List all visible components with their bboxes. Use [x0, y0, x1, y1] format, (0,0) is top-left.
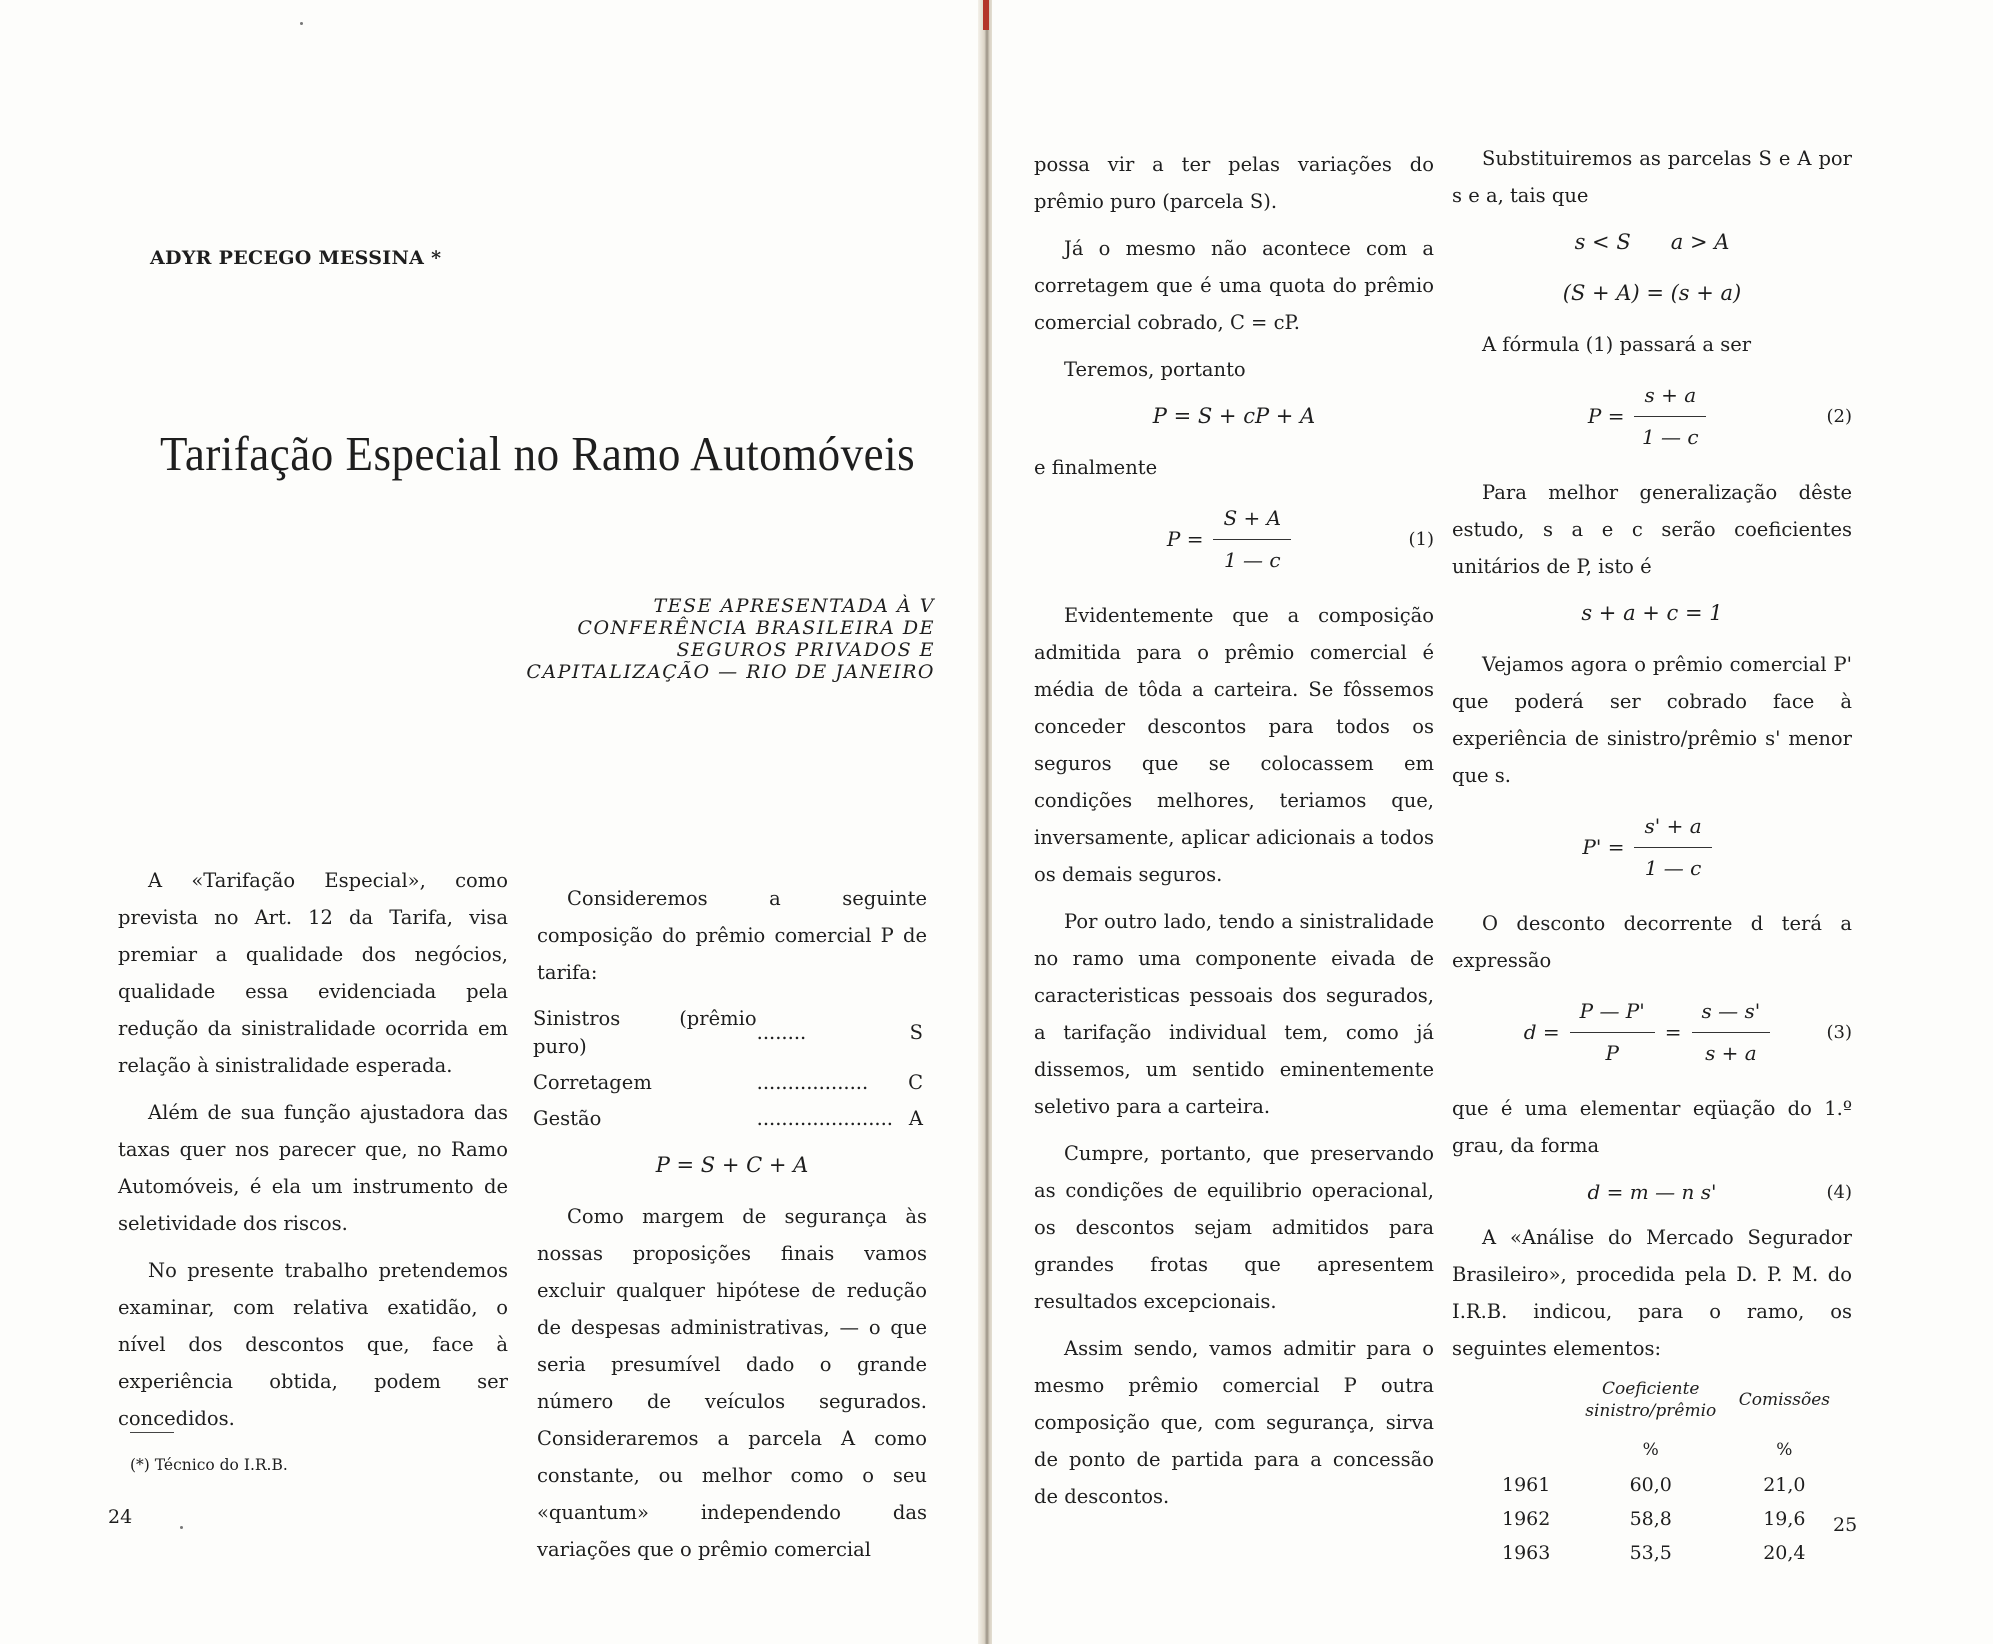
- eq1-lhs: P =: [1166, 527, 1204, 551]
- stats-header-row: [1452, 1377, 1842, 1432]
- equation-4: [1452, 1174, 1852, 1211]
- eq1-fraction: [1213, 500, 1291, 579]
- composition-leader: ........: [756, 1021, 807, 1044]
- eq3-lhs: d =: [1523, 1020, 1560, 1044]
- article-subtitle: TESE APRESENTADA À V CONFERÊNCIA BRASILEIRA DE SEGUROS PRIVADOS E CAPITALIZAÇÃO — RIO DE JANEIRO: [526, 595, 935, 683]
- stats-row: [1452, 1502, 1842, 1536]
- paragraph: Consideremos a seguinte composição do prêmio comercial P de tarifa:: [537, 887, 927, 984]
- left-column-1: [118, 862, 508, 1447]
- stats-commission: 21,0: [1763, 1474, 1806, 1496]
- eq3-denominator-1: P: [1605, 1041, 1619, 1065]
- eq-pprime-fraction: [1634, 808, 1711, 887]
- eq2-fraction: [1634, 377, 1706, 456]
- equation-p-prime: [1452, 808, 1852, 887]
- article-title: Tarifação Especial no Ramo Automóveis: [160, 426, 916, 481]
- paragraph: Como margem de segurança às nossas proposições finais vamos excluir qualquer hipótese de redução de despesas administrativas, — o que seria presumível dado o grande número de veículos segurados. Consideraremos a parcela A como constante, ou melhor como o seu «quantum» independendo das variações que o prêmio comercial: [537, 1205, 927, 1561]
- paragraph: O desconto decorrente d terá a expressão: [1452, 912, 1852, 972]
- formula-inequality: s < S a > A: [1574, 230, 1730, 254]
- eq4-text: d = m — n s': [1587, 1180, 1717, 1204]
- eq1-numerator: S + A: [1213, 500, 1291, 540]
- composition-label: Corretagem: [533, 1071, 652, 1094]
- equation-3: [1452, 993, 1852, 1072]
- footnote-rule: [130, 1432, 174, 1433]
- eq2-denominator: 1 — c: [1641, 425, 1699, 449]
- stats-row: [1452, 1536, 1842, 1570]
- eq3-label: (3): [1826, 1022, 1852, 1043]
- spine-mark: [983, 0, 989, 30]
- composition-symbol: A: [908, 1107, 923, 1130]
- eq-pprime-lhs: P' =: [1582, 835, 1625, 859]
- stats-row: [1452, 1468, 1842, 1502]
- paragraph: que é uma elementar eqüação do 1.º grau, da forma: [1452, 1097, 1852, 1157]
- eq2-label: (2): [1826, 406, 1852, 427]
- paragraph: Substituiremos as parcelas S e A por s e a, tais que: [1452, 147, 1852, 207]
- eq2-lhs: P =: [1587, 404, 1625, 428]
- right-column-2: [1452, 140, 1852, 1570]
- paragraph: Para melhor generalização dêste estudo, s a e c serão coeficientes unitários de P, isto é: [1452, 481, 1852, 578]
- paragraph: A «Tarifação Especial», como prevista no Art. 12 da Tarifa, visa premiar a qualidade dos negócios, qualidade essa evidenciada pela redução da sinistralidade ocorrida em relação à sinistralidade esperada.: [118, 869, 508, 1077]
- paragraph: Por outro lado, tendo a sinistralidade no ramo uma componente eivada de caracteristicas pessoais dos segurados, a tarifação individual tem, como já dissemos, um sentido eminentemente seletivo para a carteira.: [1034, 910, 1434, 1118]
- paragraph: Já o mesmo não acontece com a corretagem que é uma quota do prêmio comercial cobrado, C = cP.: [1034, 237, 1434, 334]
- print-speck: [180, 1526, 183, 1529]
- formula-sum: (S + A) = (s + a): [1562, 281, 1742, 305]
- page-number-left: 24: [108, 1506, 133, 1528]
- stats-commission: 19,6: [1763, 1508, 1806, 1530]
- right-page: [992, 0, 1993, 1644]
- paragraph: Evidentemente que a composição admitida para o prêmio comercial é média de tôda a carteira. Se fôssemos conceder descontos para todos os seguros que se colocassem em condições melhores, teriamos que, inversamente, aplicar adicionais a todos os demais seguros.: [1034, 604, 1434, 886]
- paragraph: Teremos, portanto: [1064, 358, 1246, 381]
- page-number-right: 25: [1833, 1514, 1858, 1536]
- stats-year: 1962: [1502, 1508, 1551, 1530]
- stats-ratio: 60,0: [1629, 1474, 1672, 1496]
- paragraph: e finalmente: [1034, 456, 1158, 479]
- composition-table: [533, 1001, 923, 1137]
- equation-1: [1034, 500, 1434, 579]
- composition-label: Gestão: [533, 1107, 602, 1130]
- paragraph: possa vir a ter pelas variações do prêmio puro (parcela S).: [1034, 153, 1434, 213]
- paragraph: No presente trabalho pretendemos examinar, com relativa exatidão, o nível dos descontos que, face à experiência obtida, podem ser concedidos.: [118, 1259, 508, 1430]
- stats-ratio: 53,5: [1629, 1542, 1672, 1564]
- composition-leader: ..................: [756, 1071, 869, 1094]
- formula-unit: s + a + c = 1: [1581, 601, 1723, 625]
- eq3-denominator-2: s + a: [1705, 1041, 1757, 1065]
- footnote: (*) Técnico do I.R.B.: [130, 1456, 288, 1474]
- eq1-denominator: 1 — c: [1223, 548, 1281, 572]
- stats-year: 1961: [1502, 1474, 1551, 1496]
- paragraph: Além de sua função ajustadora das taxas quer nos parecer que, no Ramo Automóveis, é ela um instrumento de seletividade dos riscos.: [118, 1101, 508, 1235]
- print-speck: [300, 22, 303, 25]
- formula-premium: P = S + C + A: [655, 1153, 809, 1177]
- stats-ratio: 58,8: [1629, 1508, 1672, 1530]
- composition-row: [533, 1065, 923, 1101]
- statistics-table: [1452, 1377, 1842, 1570]
- eq3-fraction-1: [1570, 993, 1655, 1072]
- eq1-label: (1): [1408, 529, 1434, 550]
- composition-symbol: C: [908, 1071, 923, 1094]
- eq-pprime-denominator: 1 — c: [1644, 856, 1702, 880]
- composition-symbol: S: [909, 1021, 923, 1044]
- stats-unit: %: [1776, 1440, 1793, 1460]
- stats-header-year: [1452, 1377, 1575, 1432]
- stats-units-row: [1452, 1432, 1842, 1468]
- stats-year: 1963: [1502, 1542, 1551, 1564]
- composition-row: [533, 1001, 923, 1065]
- equation-2: [1452, 377, 1852, 456]
- stats-header-ratio: Coeficiente sinistro/prêmio: [1585, 1379, 1717, 1421]
- stats-header-commission: Comissões: [1738, 1390, 1831, 1410]
- right-column-1: [1034, 146, 1434, 1525]
- eq3-numerator-1: P — P': [1570, 993, 1655, 1033]
- paragraph: Assim sendo, vamos admitir para o mesmo prêmio comercial P outra composição que, com segurança, sirva de ponto de partida para a concessão de descontos.: [1034, 1337, 1434, 1508]
- composition-row: [533, 1101, 923, 1137]
- eq3-numerator-2: s — s': [1692, 993, 1771, 1033]
- paragraph: Cumpre, portanto, que preservando as condições de equilibrio operacional, os descontos sejam admitidos para grandes frotas que apresentem resultados excepcionais.: [1034, 1142, 1434, 1313]
- author-name: ADYR PECEGO MESSINA *: [150, 247, 442, 269]
- eq4-label: (4): [1826, 1182, 1852, 1203]
- formula-teremos: P = S + cP + A: [1152, 404, 1316, 428]
- composition-label: Sinistros (prêmio puro): [533, 1007, 757, 1058]
- composition-leader: ......................: [756, 1107, 893, 1130]
- paragraph: A fórmula (1) passará a ser: [1482, 333, 1752, 356]
- stats-unit: %: [1642, 1440, 1659, 1460]
- eq2-numerator: s + a: [1634, 377, 1706, 417]
- eq3-equals: =: [1664, 1020, 1682, 1044]
- paragraph: A «Análise do Mercado Segurador Brasileiro», procedida pela D. P. M. do I.R.B. indicou, para o ramo, os seguintes elementos:: [1452, 1226, 1852, 1360]
- stats-unit: [1452, 1432, 1575, 1468]
- eq-pprime-numerator: s' + a: [1634, 808, 1711, 848]
- left-page: [0, 0, 982, 1644]
- paragraph: Vejamos agora o prêmio comercial P' que poderá ser cobrado face à experiência de sinistro/prêmio s' menor que s.: [1452, 653, 1852, 787]
- eq3-fraction-2: [1692, 993, 1771, 1072]
- stats-commission: 20,4: [1763, 1542, 1806, 1564]
- left-column-2: [533, 880, 927, 1578]
